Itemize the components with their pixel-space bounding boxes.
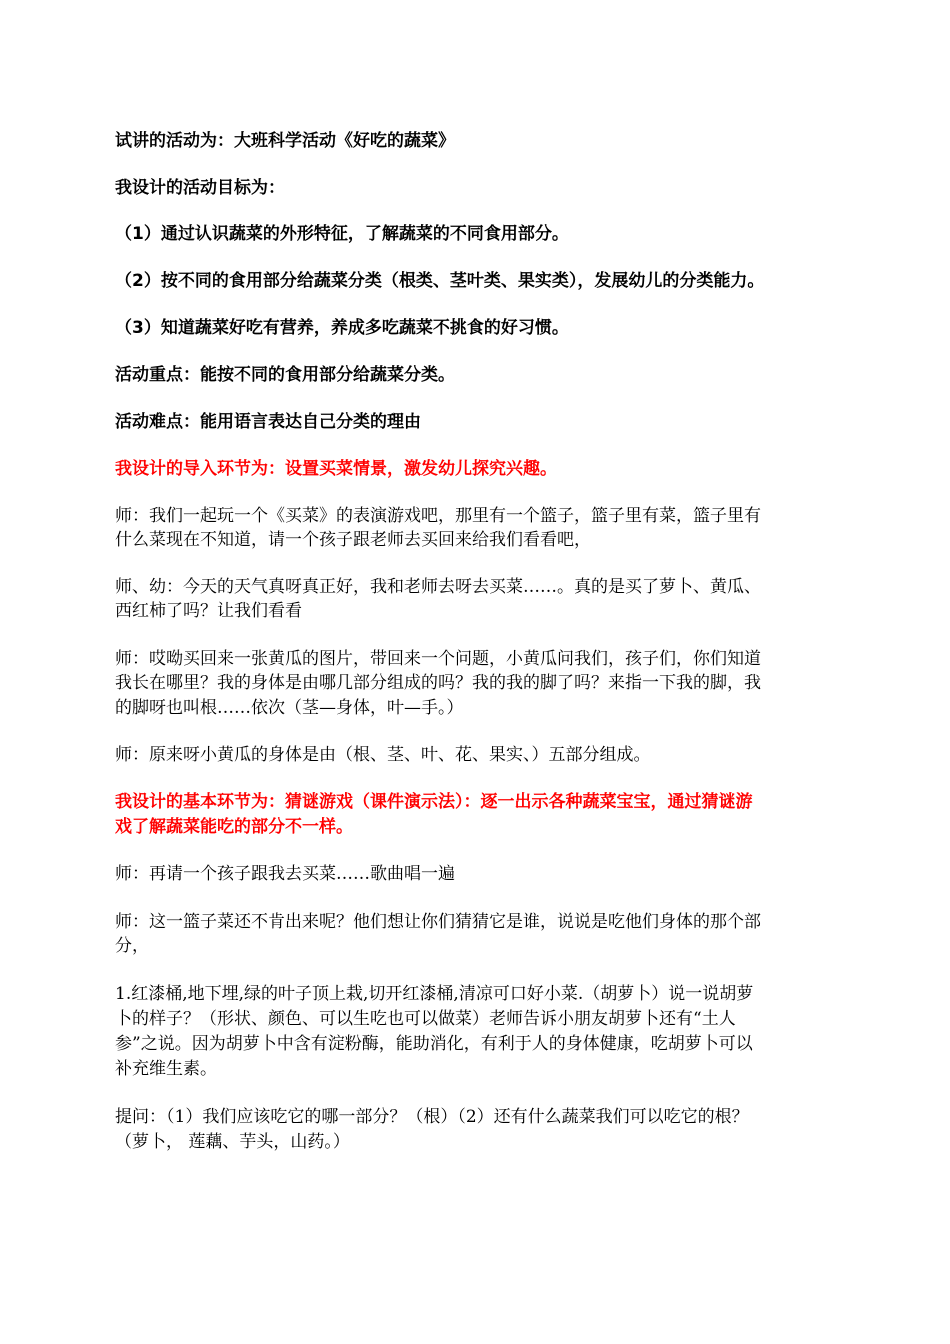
paragraph-line: 的脚呀也叫根……依次（茎—身体，叶—手。） <box>115 698 464 718</box>
paragraph-line: 补充维生素。 <box>115 1059 217 1079</box>
paragraph-line: 西红柿了吗？让我们看看 <box>115 601 302 621</box>
paragraph-line: 师：我们一起玩一个《买菜》的表演游戏吧，那里有一个篮子，篮子里有菜，篮子里有 <box>115 506 761 526</box>
basic-heading: 戏了解蔬菜能吃的部分不一样。 <box>115 817 353 837</box>
goal-3: （3）知道蔬菜好吃有营养，养成多吃蔬菜不挑食的好习惯。 <box>115 318 569 338</box>
paragraph-line: 师、幼：今天的天气真呀真正好，我和老师去呀去买菜……。真的是买了萝卜、黄瓜、 <box>115 577 761 597</box>
intro-heading: 我设计的导入环节为：设置买菜情景，激发幼儿探究兴趣。 <box>115 459 557 479</box>
paragraph-line: 什么菜现在不知道，请一个孩子跟老师去买回来给我们看看吧， <box>115 530 591 550</box>
paragraph-line: 师：再请一个孩子跟我去买菜……歌曲唱一遍 <box>115 864 455 884</box>
paragraph-line: 1.红漆桶,地下埋,绿的叶子顶上栽,切开红漆桶,清凉可口好小菜.（胡萝卜）说一说胡萝 <box>115 984 754 1004</box>
paragraph-line: 分， <box>115 936 149 956</box>
paragraph-line: 师：哎呦买回来一张黄瓜的图片，带回来一个问题，小黄瓜问我们，孩子们，你们知道 <box>115 649 761 669</box>
key-point: 活动重点：能按不同的食用部分给蔬菜分类。 <box>115 365 455 385</box>
goals-heading: 我设计的活动目标为： <box>115 178 285 198</box>
paragraph-line: 师：原来呀小黄瓜的身体是由（根、茎、叶、花、果实、）五部分组成。 <box>115 745 651 765</box>
paragraph-line: 卜的样子？（形状、颜色、可以生吃也可以做菜）老师告诉小朋友胡萝卜还有“土人 <box>115 1009 736 1029</box>
document-title: 试讲的活动为：大班科学活动《好吃的蔬菜》 <box>115 131 455 151</box>
paragraph-line: 我长在哪里？我的身体是由哪几部分组成的吗？我的我的脚了吗？来指一下我的脚，我 <box>115 673 761 693</box>
paragraph-line: （萝卜， 莲藕、芋头，山药。） <box>115 1132 350 1152</box>
paragraph-line: 提问：（1）我们应该吃它的哪一部分？（根）（2）还有什么蔬菜我们可以吃它的根？ <box>115 1107 749 1127</box>
paragraph-line: 参”之说。因为胡萝卜中含有淀粉酶，能助消化，有利于人的身体健康，吃胡萝卜可以 <box>115 1034 753 1054</box>
goal-1: （1）通过认识蔬菜的外形特征，了解蔬菜的不同食用部分。 <box>115 224 569 244</box>
goal-2: （2）按不同的食用部分给蔬菜分类（根类、茎叶类、果实类），发展幼儿的分类能力。 <box>115 271 765 291</box>
difficulty: 活动难点：能用语言表达自己分类的理由 <box>115 412 421 432</box>
paragraph-line: 师：这一篮子菜还不肯出来呢？他们想让你们猜猜它是谁，说说是吃他们身体的那个部 <box>115 912 761 932</box>
basic-heading: 我设计的基本环节为：猜谜游戏（课件演示法）：逐一出示各种蔬菜宝宝，通过猜谜游 <box>115 792 753 812</box>
